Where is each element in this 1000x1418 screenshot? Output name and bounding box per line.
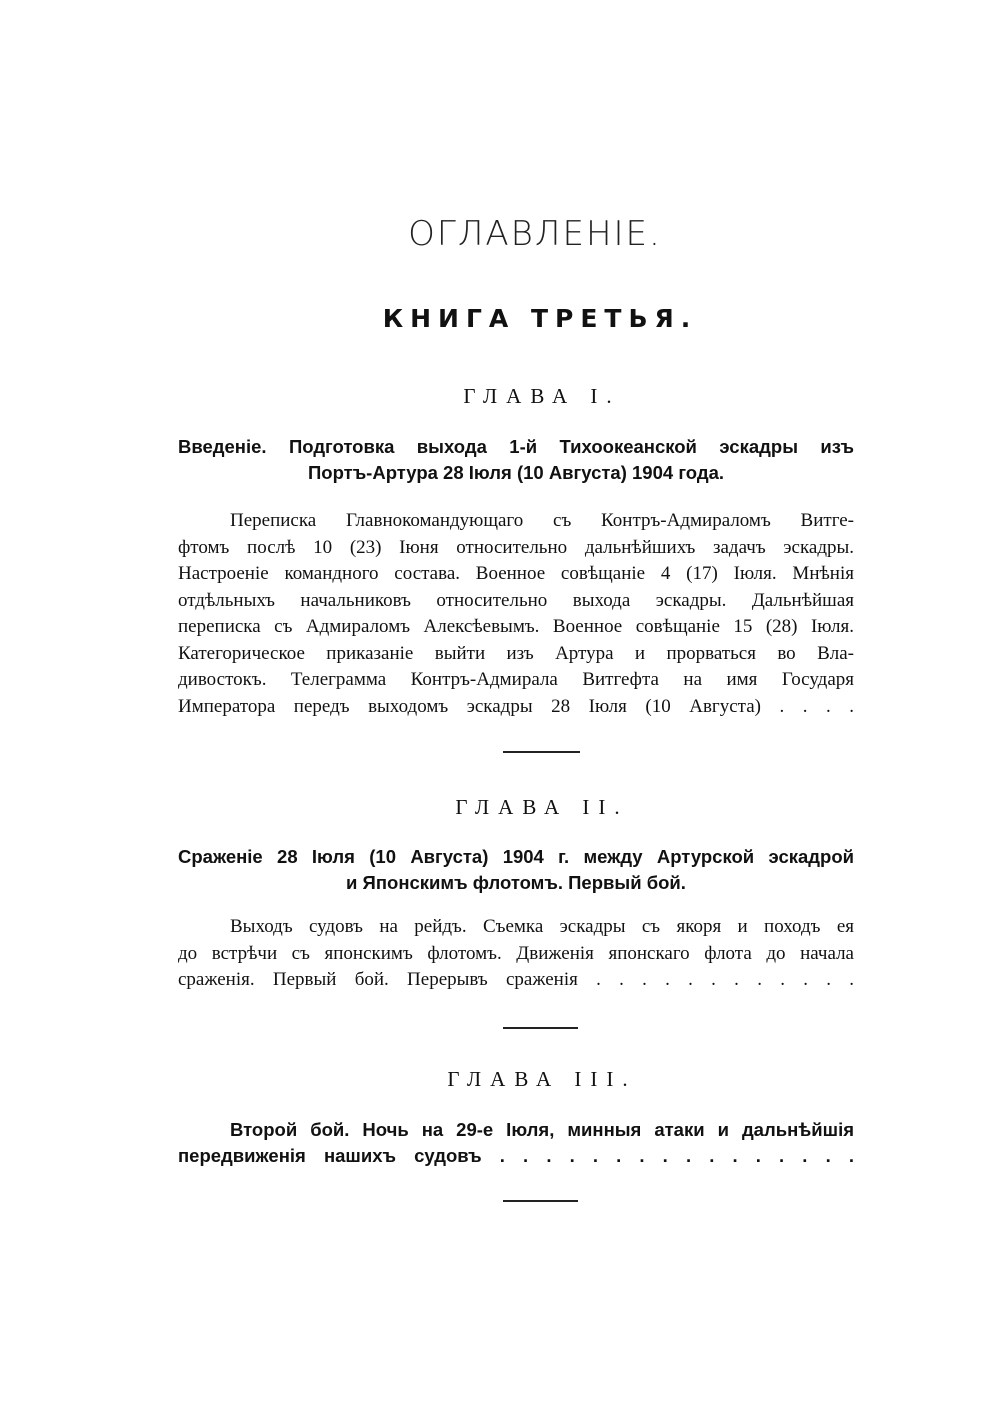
heading-line: Введеніе. Подготовка выхода 1-й Тихоокеанской эскадры изъ — [178, 436, 854, 457]
chapter-2-summary — [178, 914, 854, 994]
summary-line: Настроеніе командного состава. Военное совѣщаніе 4 (17) Іюля. Мнѣнія — [178, 563, 854, 584]
summary-line: дивостокъ. Телеграмма Контръ-Адмирала Витгефта на имя Государя — [178, 669, 854, 690]
heading-line: передвиженія нашихъ судовъ . . . . . . . . . . . . . . . . — [178, 1144, 854, 1166]
chapter-1-summary — [178, 508, 854, 720]
summary-line: до встрѣчи съ японскимъ флотомъ. Движенія японскаго флота до начала — [178, 942, 854, 964]
chapter-1-heading — [178, 434, 854, 485]
chapter-3-heading — [178, 1117, 854, 1168]
heading-line: Второй бой. Ночь на 29-е Іюля, минныя атаки и дальнѣйшія — [230, 1119, 854, 1140]
book-title: КНИГА ТРЕТЬЯ. — [382, 304, 698, 333]
heading-line: Портъ-Артура 28 Іюля (10 Августа) 1904 года. — [307, 461, 725, 483]
summary-line: фтомъ послѣ 10 (23) Іюня относительно дальнѣйшихъ задачъ эскадры. — [178, 536, 854, 558]
summary-line: Категорическое приказаніе выйти изъ Артура и прорваться во Вла- — [178, 642, 854, 664]
summary-line: сраженія. Первый бой. Перерывъ сраженія . . . . . . . . . . . . — [178, 969, 854, 990]
heading-line: Сраженіе 28 Іюля (10 Августа) 1904 г. между Артурской эскадрой — [178, 846, 854, 867]
summary-line: Императора передъ выходомъ эскадры 28 Іюля (10 Августа) . . . . — [178, 695, 854, 717]
chapter-2-heading — [178, 844, 854, 895]
chapter-1-label: ГЛАВА I. — [463, 384, 621, 408]
summary-line: переписка съ Адмираломъ Алексѣевымъ. Военное совѣщаніе 15 (28) Іюля. — [178, 616, 854, 637]
heading-line: и Японскимъ флотомъ. Первый бой. — [346, 871, 686, 893]
divider — [503, 1200, 578, 1202]
summary-line: Выходъ судовъ на рейдъ. Съемка эскадры съ якоря и походъ ея — [230, 916, 854, 937]
chapter-2-label: ГЛАВА II. — [455, 795, 629, 819]
summary-line: отдѣльныхъ начальниковъ относительно выхода эскадры. Дальнѣйшая — [178, 589, 854, 611]
divider — [503, 751, 580, 753]
page-title: ОГЛАВЛЕНІЕ. — [408, 214, 662, 254]
chapter-3-label: ГЛАВА III. — [447, 1067, 637, 1091]
divider — [503, 1027, 578, 1029]
summary-line: Переписка Главнокомандующаго съ Контръ-Адмираломъ Витге- — [230, 510, 854, 531]
